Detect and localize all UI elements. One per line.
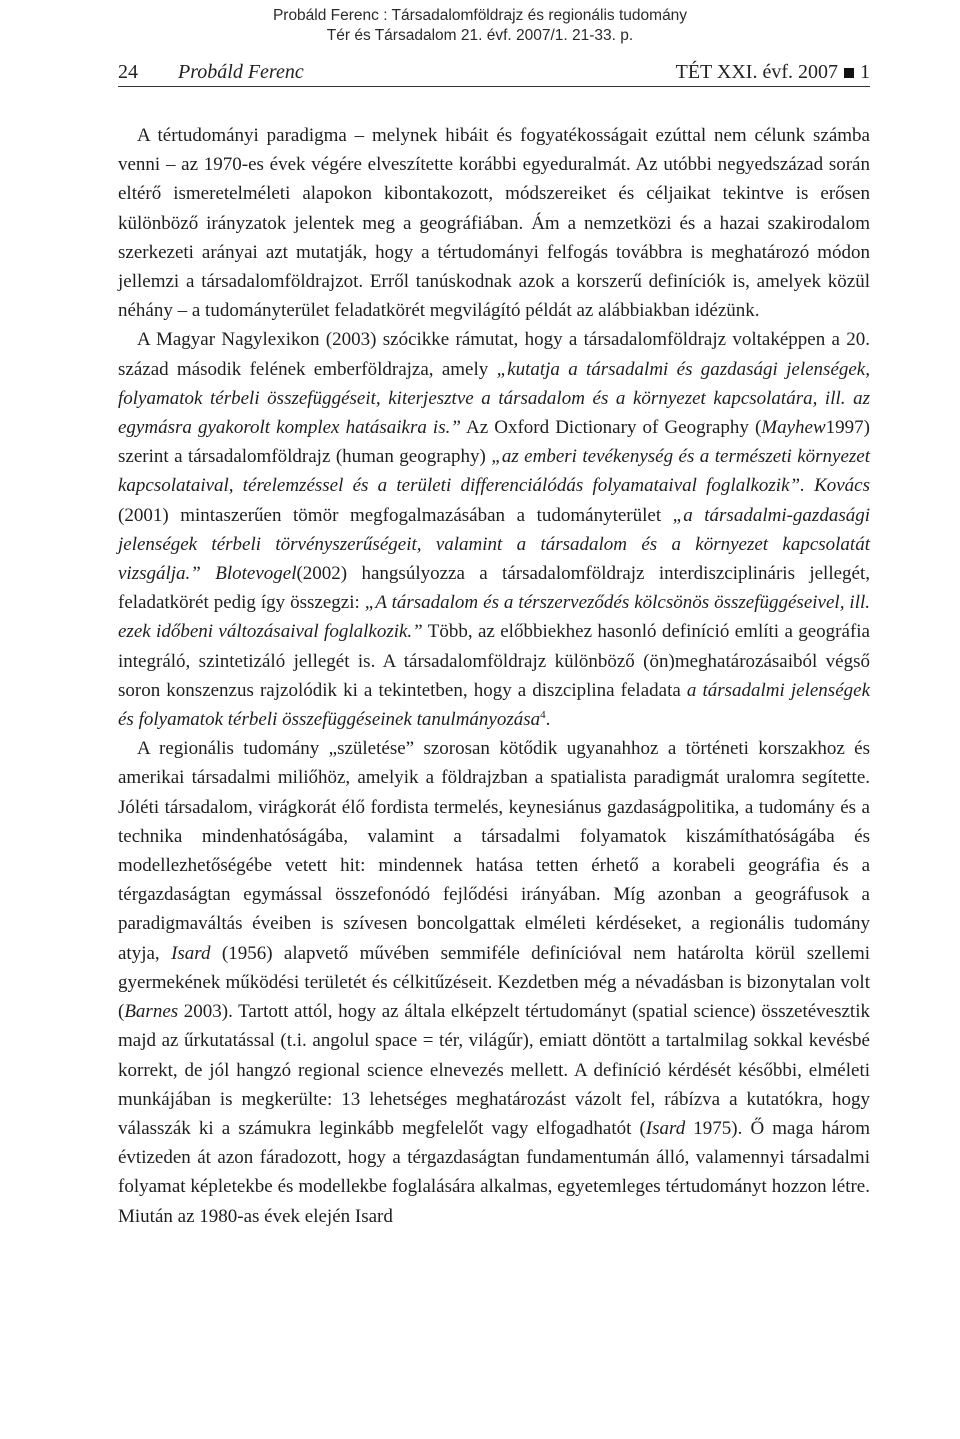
text-run (201, 563, 215, 584)
cited-author-mayhew: Mayhew (761, 417, 826, 439)
cited-author-isard: Isard (645, 1117, 686, 1139)
watermark-line-1: Probáld Ferenc : Társadalomföldrajz és regionális tudomány (272, 7, 688, 24)
cited-author-blotevogel: Blotevogel (215, 563, 297, 585)
text-run: 1997) szerint a társadalomföldrajz (human geography) (118, 417, 870, 468)
quote-nagylexikon: „kutatja a társadalmi és gazdasági jelenségek, folyamatok térbeli összefüggéseit, kiterjesztve a társadalom és a környezet kapcsolatára, ill. az egymásra gyakorolt komplex hatásaikra is.” (118, 358, 870, 439)
text-run: (2001) mintaszerűen tömör megfogalmazásában a tudományterület (118, 504, 673, 526)
journal-label: TÉT XXI. évf. 2007 (675, 61, 838, 83)
running-head-journal (676, 60, 870, 84)
quote-oxford: „az emberi tevékenység és a természeti környezet kapcsolataival, térelemzéssel és a területi differenciálódás folyamataival foglalkozik”. (118, 446, 871, 497)
watermark-header (0, 6, 960, 46)
text-run: 1975). Ő maga három évtizeden át azon fáradozott, hogy a térgazdaságtan fundamentumán álló, valamennyi társadalmi folyamat képletekbe és modellekbe foglalására alkalmas, egyetemleges tértudományt hozzon létre. Miután az 1980-as évek elején Isard (118, 1117, 870, 1227)
square-separator-icon (844, 68, 854, 78)
text-run: (1956) alapvető művében semmiféle definícióval nem határolta körül szellemi gyermekének működési területét és célkitűzéseit. Kezdetben még a névadásban is bizonytalan volt ( (118, 942, 870, 1023)
cited-author-kovacs: Kovács (814, 475, 870, 497)
footnote-marker: 4 (540, 709, 546, 722)
paragraph-1-text: A tértudományi paradigma – melynek hibáit és fogyatékosságait ezúttal nem célunk számba venni – az 1970-es évek végére elveszítette korábbi egyeduralmát. Az utóbbi negyedszázad során eltérő ismeretelméleti alapokon kibontakozott, módszereiket és céljaikat tekintve is erősen különböző irányzatok jelentek meg a geográfiában. Ám a nemzetközi és a hazai szakirodalom szerkezeti arányai azt mutatják, hogy a tértudományi felfogás továbbra is meghatározó módon jellemzi a társadalomföldrajzot. Erről tanúskodnak azok a korszerű definíciók is, amelyek közül néhány – a tudományterület feladatkörét megvilágító példát az alábbiakban idézünk. (118, 125, 870, 322)
cited-author-barnes: Barnes (124, 1001, 179, 1023)
text-run: A Magyar Nagylexikon (2003) szócikke rámutat, hogy a társadalomföldrajz voltaképpen a 20. század második felének emberföldrajza, amely (118, 329, 870, 380)
paragraph-3 (118, 734, 870, 1230)
text-run: A regionális tudomány „születése” szorosan kötődik ugyanahhoz a történeti korszakhoz és amerikai társadalmi miliőhöz, amelyik a földrajzban a spatialista paradigmát uralomra segítette. Jóléti társadalom, virágkorát élő fordista termelés, keynesiánus gazdaságpolitika, a tudomány és a technika mindenhatóságába, valamint a társadalmi folyamatok kiszámíthatóságába és modellezhetőségébe vetett hit: mindennek hatása tetten érhető a korabeli geográfia és a térgazdaságtan egymással összefonódó fejlődési irányában. Míg azonban a geográfusok a paradigmaváltás éveiben is szívesen boncolgattak elméleti kérdéseket, a regionális tudomány atyja, (118, 738, 870, 964)
watermark-line-2: Tér és Társadalom 21. évf. 2007/1. 21-33. p. (326, 27, 634, 44)
text-run: 2003). Tartott attól, hogy az általa elképzelt tértudományt (spatial science) összetévesztik majd az űrkutatással (t.i. angolul space = tér, világűr), emiatt döntött a tartalmilag sokkal kevésbé korrekt, de jól hangzó regional science elnevezés mellett. A definíció kérdését későbbi, elméleti munkájában is megkerülte: 13 lehetséges meghatározást vázolt fel, rábízva a kutatókra, hogy válasszák ki a számukra leginkább megfelelőt vagy elfogadhatót ( (118, 1001, 870, 1139)
running-header (118, 60, 870, 87)
text-run: Több, az előbbiekhez hasonló definíció említi a geográfia integráló, szintetizáló jellegét is. A társadalomföldrajz különböző (ön)meghatározásaiból végső soron konszenzus rajzolódik ki a tekintetben, hogy a diszciplina feladata (118, 621, 870, 701)
journal-issue: 1 (860, 61, 870, 83)
paragraph-2 (118, 325, 870, 734)
text-run: Az Oxford Dictionary of Geography ( (460, 417, 762, 439)
text-run: (2002) hangsúlyozza a társadalomföldrajz interdiszciplináris jellegét, feladatkörét pedig így összegzi: (118, 563, 870, 614)
cited-author-isard: Isard (171, 942, 211, 964)
quote-blotevogel: „A társadalom és a térszerveződés kölcsönös összefüggéseivel, ill. ezek időbeni változásaival foglalkozik.” (118, 592, 871, 643)
text-run (805, 475, 814, 496)
quote-kovacs: „a társadalmi-gazdasági jelenségek térbeli törvényszerűségeit, valamint a társadalom és a környezet kapcsolatát vizsgálja.” (118, 504, 870, 585)
paragraph-1 (118, 121, 870, 325)
article-body (118, 121, 870, 1231)
page-number: 24 (118, 61, 138, 83)
running-head-author: Probáld Ferenc (178, 61, 304, 83)
discipline-task-phrase: a társadalmi jelenségek és folyamatok térbeli összefüggéseinek tanulmányozása (118, 679, 870, 731)
text-run: . (545, 709, 551, 731)
